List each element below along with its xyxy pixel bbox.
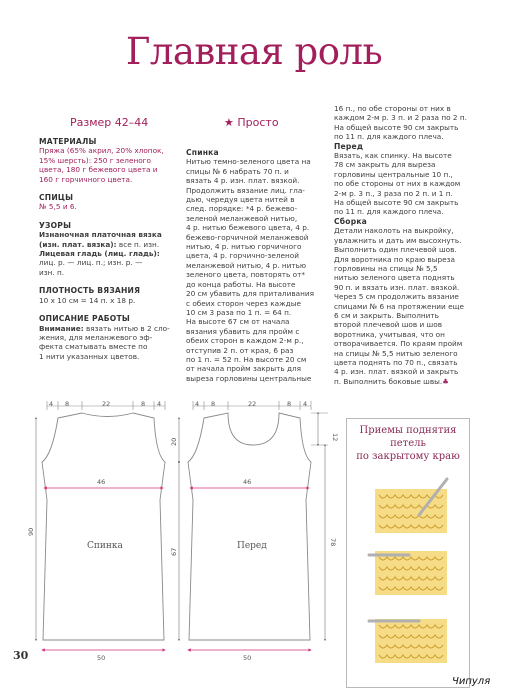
work-line-3: фекта сматывать вместе по: [39, 342, 148, 352]
front-bottom-dim: 50: [243, 654, 252, 662]
back-text-line: спицы № 6 набрать 70 п. и: [186, 166, 289, 176]
pickup-step-2-image: [369, 551, 447, 595]
back-chest-dim: 46: [97, 478, 106, 486]
pattern-1-line2: (изн. плат. вязка): все п. изн.: [39, 239, 160, 249]
back-text-line: выреза горловины центральные: [186, 373, 312, 383]
gauge-heading: ПЛОТНОСТЬ ВЯЗАНИЯ: [39, 286, 141, 296]
back-text-line: 20 см убавить для приталивания: [186, 289, 315, 299]
back-text-line: обеих сторон в каждом 2-м р.,: [186, 336, 304, 346]
front-top-dim-4: 8: [287, 400, 292, 408]
back-text-line: меланжевой нитью, 4 р. нитью: [186, 260, 307, 270]
back-text-line: дью, чередуя цвета нитей в: [186, 195, 295, 205]
inset-title-2: петель: [390, 438, 426, 449]
back-label: Спинка: [87, 541, 123, 551]
assembly-text-line: цвета поднять по 70 п., связать: [334, 357, 458, 367]
assembly-text-line: Через 5 см продолжить вязание: [334, 292, 459, 302]
assembly-text-line: Для воротника по краю выреза: [334, 254, 455, 264]
assembly-text-line: увлажнить и дать им высохнуть.: [334, 235, 462, 245]
front-text-line: 2-м р. 3 п., 3 раза по 2 п. и 1 п.: [334, 188, 453, 198]
gauge-text: 10 х 10 см = 14 п. х 18 р.: [39, 295, 136, 305]
assembly-text-line: второй плечевой шов и шов: [334, 320, 442, 330]
back-text-line: бежево-горчичной меланжевой: [186, 232, 309, 242]
front-schematic: [179, 401, 328, 650]
assembly-text-line: горловины на спицы № 5,5: [334, 263, 438, 273]
back-continued-line: по 11 п. для каждого плеча.: [334, 132, 444, 142]
watermark: Чипуля: [452, 676, 491, 687]
back-text-line: цвета, 4 р. горчично-зеленой: [186, 251, 300, 261]
back-heading: Спинка: [186, 148, 219, 157]
page-number: 30: [13, 649, 29, 662]
back-text-line: вязания убавить для пройм с: [186, 326, 300, 336]
front-top-dim-3: 22: [248, 400, 257, 408]
materials-line-1: Пряжа (65% акрил, 20% хлопок,: [39, 146, 164, 156]
back-height-dim: 90: [27, 527, 35, 536]
work-line-1: Внимание: вязать нитью в 2 сло-: [39, 323, 170, 333]
assembly-text-line: 90 п. и вязать изн. плат. вязкой.: [334, 282, 460, 292]
front-total-dim: 78: [329, 538, 337, 547]
back-text-line: На высоте 67 см от начала: [186, 317, 290, 327]
back-continued-line: каждом 2-м р. 3 п. и 2 раза по 2 п.: [334, 113, 467, 123]
assembly-text-line: воротника, учитывая, что он: [334, 329, 445, 339]
work-line-2: жения, для меланжевого эф-: [39, 332, 153, 342]
back-top-dim-1: 4: [49, 400, 54, 408]
difficulty-text: Просто: [237, 116, 279, 129]
assembly-text-line: Выполнить один плечевой шов.: [334, 245, 457, 255]
front-chest-dim: 46: [243, 478, 252, 486]
front-heading: Перед: [334, 141, 364, 151]
front-top-dim-1: 4: [195, 400, 200, 408]
back-text-line: нитью, 4 р. нитью горчичного: [186, 242, 302, 252]
materials-line-2: 15% шерсть): 250 г зеленого: [39, 155, 151, 165]
inset-title-1: Приемы поднятия: [359, 425, 457, 436]
front-neck-dim: 12: [331, 433, 339, 442]
needles-text: № 5,5 и 6.: [39, 202, 77, 212]
back-top-dim-2: 8: [65, 400, 70, 408]
section-end-icon: ♣: [442, 376, 449, 386]
assembly-text-line: на спицы № 5,5 нитью зеленого: [334, 348, 458, 358]
back-text-line: отступив 2 п. от края, 6 раз: [186, 345, 294, 355]
stitch-pickup-inset: [346, 418, 470, 688]
knitting-illustration: [347, 469, 469, 684]
materials-heading: МАТЕРИАЛЫ: [39, 137, 97, 146]
assembly-text-line: отворачивается. По краям пройм: [334, 339, 463, 349]
assembly-text-line: спицами № 6 на протяжении еще: [334, 301, 464, 311]
back-continued-line: 16 п., по обе стороны от них в: [334, 104, 451, 113]
patterns-heading: УЗОРЫ: [39, 220, 72, 230]
back-text-line: 10 см 3 раза по 1 п. = 64 п.: [186, 307, 292, 317]
back-schematic: [36, 401, 165, 650]
back-text-line: вязать 4 р. изн. плат. вязкой.: [186, 176, 300, 186]
front-top-dim-5: 4: [303, 400, 308, 408]
back-top-dim-4: 8: [141, 400, 146, 408]
front-body-dim: 67: [170, 547, 178, 556]
back-bottom-dim: 50: [97, 654, 106, 662]
assembly-text-line: 6 см и закрыть. Выполнить: [334, 310, 439, 320]
pickup-step-1-image: [375, 479, 447, 533]
back-text-line: след. порядке: *4 р. бежево-: [186, 204, 298, 214]
front-text-line: горловины центральные 10 п.,: [334, 169, 453, 179]
front-text-line: Вязать, как спинку. На высоте: [334, 151, 452, 161]
work-line-4: 1 нити указанных цветов.: [39, 351, 140, 361]
pattern-1-name: Изнаночная платочная вязка: [39, 230, 162, 240]
assembly-text-line: Детали наколоть на выкройку,: [334, 226, 454, 236]
materials-line-3: цвета, 180 г бежевого цвета и: [39, 165, 158, 175]
back-text-line: по 1 п. = 52 п. На высоте 20 см: [186, 354, 307, 364]
star-icon: ★: [224, 116, 234, 129]
assembly-text-line: п. Выполнить боковые швы.♣: [334, 376, 449, 386]
assembly-text-line: 4 р. изн. плат. вязкой и закрыть: [334, 367, 459, 377]
front-armhole-dim: 20: [170, 437, 178, 446]
size-label: Размер 42–44: [70, 116, 149, 129]
front-top-dim-2: 8: [211, 400, 216, 408]
back-text-line: зеленого цвета, повторять от*: [186, 270, 305, 280]
front-text-line: На общей высоте 90 см закрыть: [334, 198, 459, 208]
back-continued-line: На общей высоте 90 см закрыть: [334, 122, 459, 132]
back-text-line: 4 р. нитью бежевого цвета, 4 р.: [186, 223, 310, 233]
front-text-line: по обе стороны от них в каждом: [334, 179, 461, 189]
assembly-heading: Сборка: [334, 216, 368, 226]
materials-line-4: 160 г горчичного цвета.: [39, 174, 133, 184]
back-text-line: до конца работы. На высоте: [186, 279, 296, 289]
back-text-line: от начала пройм закрыть для: [186, 364, 302, 374]
back-top-dim-5: 4: [157, 400, 162, 408]
back-text-line: Нитью темно-зеленого цвета на: [186, 157, 311, 167]
back-text-line: с обеих сторон через каждые: [186, 298, 301, 308]
work-description-heading: ОПИСАНИЕ РАБОТЫ: [39, 314, 130, 324]
back-text-line: Продолжить вязание лиц. гла-: [186, 185, 305, 195]
back-text-line: зеленой меланжевой нитью,: [186, 213, 298, 223]
pattern-2-line3: изн. п.: [39, 267, 65, 277]
front-text-line: по 11 п. для каждого плеча.: [334, 207, 444, 217]
pattern-2-name: Лицевая гладь (лиц. гладь):: [39, 249, 160, 259]
front-label: Перед: [237, 541, 267, 551]
back-top-dim-3: 22: [102, 400, 111, 408]
page-title: Главная роль: [125, 30, 383, 73]
pattern-2-line2: лиц. р. — лиц. п.; изн. р. —: [39, 258, 143, 268]
front-text-line: 78 см закрыть для выреза: [334, 160, 436, 170]
assembly-text-line: нитью зеленого цвета поднять: [334, 273, 455, 283]
pickup-step-3-image: [369, 619, 447, 663]
needles-heading: СПИЦЫ: [39, 193, 74, 203]
inset-title-3: по закрытому краю: [356, 451, 460, 462]
